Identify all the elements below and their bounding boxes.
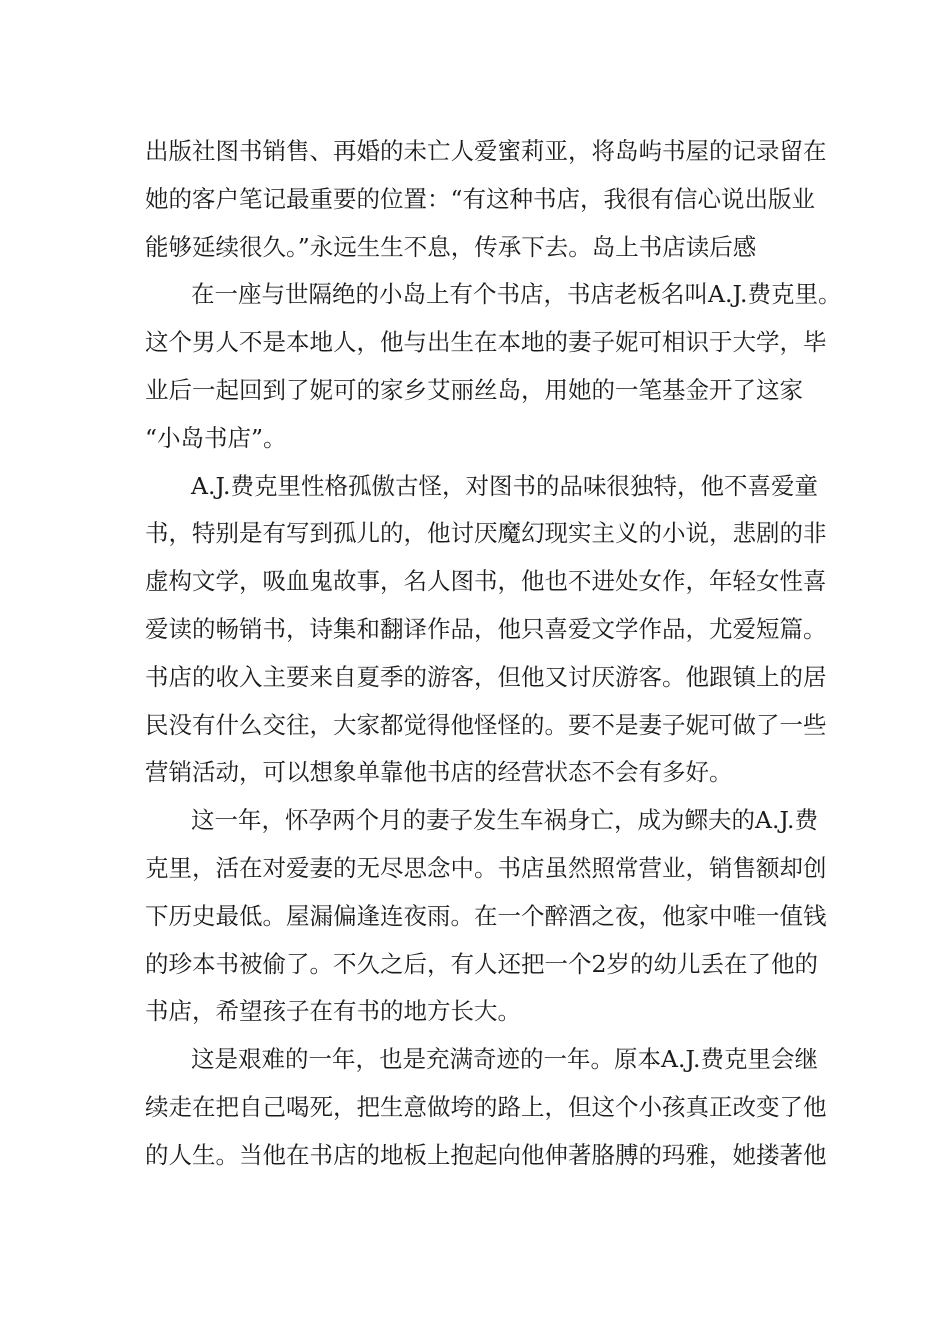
text-line: 的珍本书被偷了。不久之后，有人还把一个2岁的幼儿丢在了他的: [145, 949, 818, 978]
text-line: 书店，希望孩子在有书的地方长大。: [145, 997, 521, 1026]
text-line: 营销活动，可以想象单靠他书店的经营状态不会有多好。: [145, 758, 733, 787]
paragraph-first-line: 这是艰难的一年，也是充满奇迹的一年。原本A.J.费克里会继: [191, 1045, 819, 1074]
text-line: 书，特别是有写到孤儿的，他讨厌魔幻现实主义的小说，悲剧的非: [145, 519, 827, 548]
text-line: 她的客户笔记最重要的位置：“有这种书店，我很有信心说出版业: [145, 184, 816, 213]
text-line: 出版社图书销售、再婚的未亡人爱蜜莉亚，将岛屿书屋的记录留在: [145, 137, 827, 165]
text-line: 能够延续很久。”永远生生不息，传承下去。岛上书店读后感: [145, 232, 757, 261]
paragraph-first-line: A.J.费克里性格孤傲古怪，对图书的品味很独特，他不喜爱童: [191, 471, 819, 500]
paragraph-first-line: 这一年，怀孕两个月的妻子发生车祸身亡，成为鳏夫的A.J.费: [191, 806, 819, 835]
text-line: 的人生。当他在书店的地板上抱起向他伸著胳膊的玛雅，她搂著他: [145, 1140, 827, 1169]
text-line: 下历史最低。屋漏偏逢连夜雨。在一个醉酒之夜，他家中唯一值钱: [145, 901, 827, 930]
text-line: 续走在把自己喝死，把生意做垮的路上，但这个小孩真正改变了他: [145, 1092, 827, 1121]
text-line: 民没有什么交往，大家都觉得他怪怪的。要不是妻子妮可做了一些: [145, 710, 827, 739]
text-line: 书店的收入主要来自夏季的游客，但他又讨厌游客。他跟镇上的居: [145, 662, 827, 691]
text-line: 这个男人不是本地人，他与出生在本地的妻子妮可相识于大学，毕: [145, 328, 827, 357]
paragraph-first-line: 在一座与世隔绝的小岛上有个书店，书店老板名叫A.J.费克里。: [191, 280, 842, 309]
body-text: [145, 128, 842, 1180]
text-line: 业后一起回到了妮可的家乡艾丽丝岛，用她的一笔基金开了这家: [145, 375, 803, 404]
text-line: 爱读的畅销书，诗集和翻译作品，他只喜爱文学作品，尤爱短篇。: [145, 614, 827, 643]
text-line: “小岛书店”。: [145, 423, 287, 452]
text-line: 克里，活在对爱妻的无尽思念中。书店虽然照常营业，销售额却创: [145, 853, 827, 882]
text-line: 虚构文学，吸血鬼故事，名人图书，他也不进处女作，年轻女性喜: [145, 567, 827, 596]
